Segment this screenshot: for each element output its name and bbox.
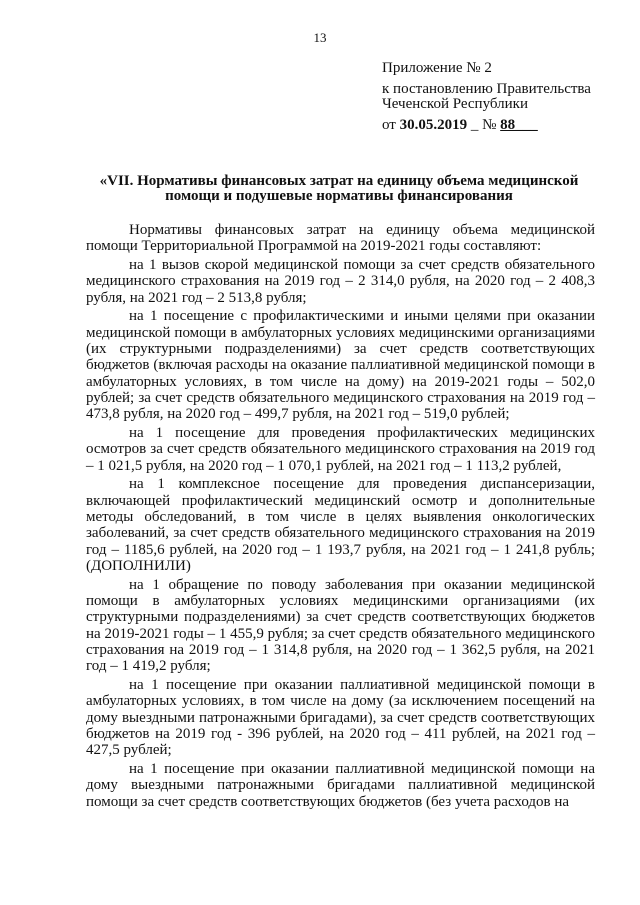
paragraph: на 1 вызов скорой медицинской помощи за счет средств обязательного медицинского страхования на 2019 год – 2 314,0 рубля, на 2020 год – 2 408,3 рубля, на 2021 год – 2 513,8 рубля; (86, 257, 595, 306)
document-body (86, 222, 595, 812)
paragraph: Нормативы финансовых затрат на единицу объема медицинской помощи Территориальной Программой на 2019-2021 годы составляют: (86, 222, 595, 255)
date-prefix: от (382, 117, 400, 133)
resolution-date: 30.05.2019 (399, 117, 468, 133)
section-title: «VII. Нормативы финансовых затрат на единицу объема медицинской помощи и подушевые нормативы финансирования (99, 173, 579, 204)
approval-block (382, 61, 622, 133)
resolution-label: к постановлению Правительства (382, 81, 591, 97)
paragraph: на 1 посещение для проведения профилактических медицинских осмотров за счет средств обязательного медицинского страхования на 2019 год – 1 021,5 рубля, на 2020 год – 1 070,1 рублей, на 2021 год – 1 113,2 рублей, (86, 425, 595, 474)
paragraph: на 1 посещение с профилактическими и иными целями при оказании медицинской помощи в амбулаторных условиях медицинскими организациями (их структурными подразделениями) за счет средств соответствующих бюджетов (включая расходы на оказание паллиативной медицинской помощи в амбулаторных условиях, в том числе на дому) на 2019-2021 годы – 502,0 рублей; за счет средств обязательного медицинского страхования на 2019 год – 473,8 рубля, на 2020 год – 499,7 рубля, на 2021 год – 519,0 рублей; (86, 308, 595, 423)
government-label: Чеченской Республики (382, 96, 528, 112)
date-line (382, 118, 622, 133)
page-number: 13 (313, 30, 327, 45)
appendix-label: Приложение № 2 (382, 60, 492, 76)
paragraph: на 1 комплексное посещение для проведения диспансеризации, включающей профилактический медицинский осмотр и дополнительные методы обследований, в том числе в целях выявления онкологических заболеваний, за счет средств обязательного медицинского страхования на 2019 год – 1185,6 рублей, на 2020 год – 1 193,7 рубля, на 2021 год – 1 241,8 рубль;(ДОПОЛНИЛИ) (86, 476, 595, 574)
number-prefix: _ № (467, 117, 501, 133)
resolution-number: 88___ (500, 117, 538, 133)
paragraph: на 1 посещение при оказании паллиативной медицинской помощи на дому выездными патронажными бригадами паллиативной медицинской помощи за счет средств соответствующих бюджетов (без учета расходов на (86, 761, 595, 810)
paragraph: на 1 посещение при оказании паллиативной медицинской помощи в амбулаторных условиях, в том числе на дому (за исключением посещений на дому выездными патронажными бригадами), за счет средств соответствующих бюджетов на 2019 год - 396 рублей, на 2020 год – 411 рублей, на 2021 год – 427,5 рублей; (86, 677, 595, 759)
paragraph: на 1 обращение по поводу заболевания при оказании медицинской помощи в амбулаторных условиях медицинскими организациями (их структурными подразделениями) за счет средств соответствующих бюджетов на 2019-2021 годы – 1 455,9 рубля; за счет средств обязательного медицинского страхования на 2019 год – 1 314,8 рубля, на 2020 год – 1 362,5 рубля, на 2021 год – 1 419,2 рубля; (86, 576, 595, 675)
